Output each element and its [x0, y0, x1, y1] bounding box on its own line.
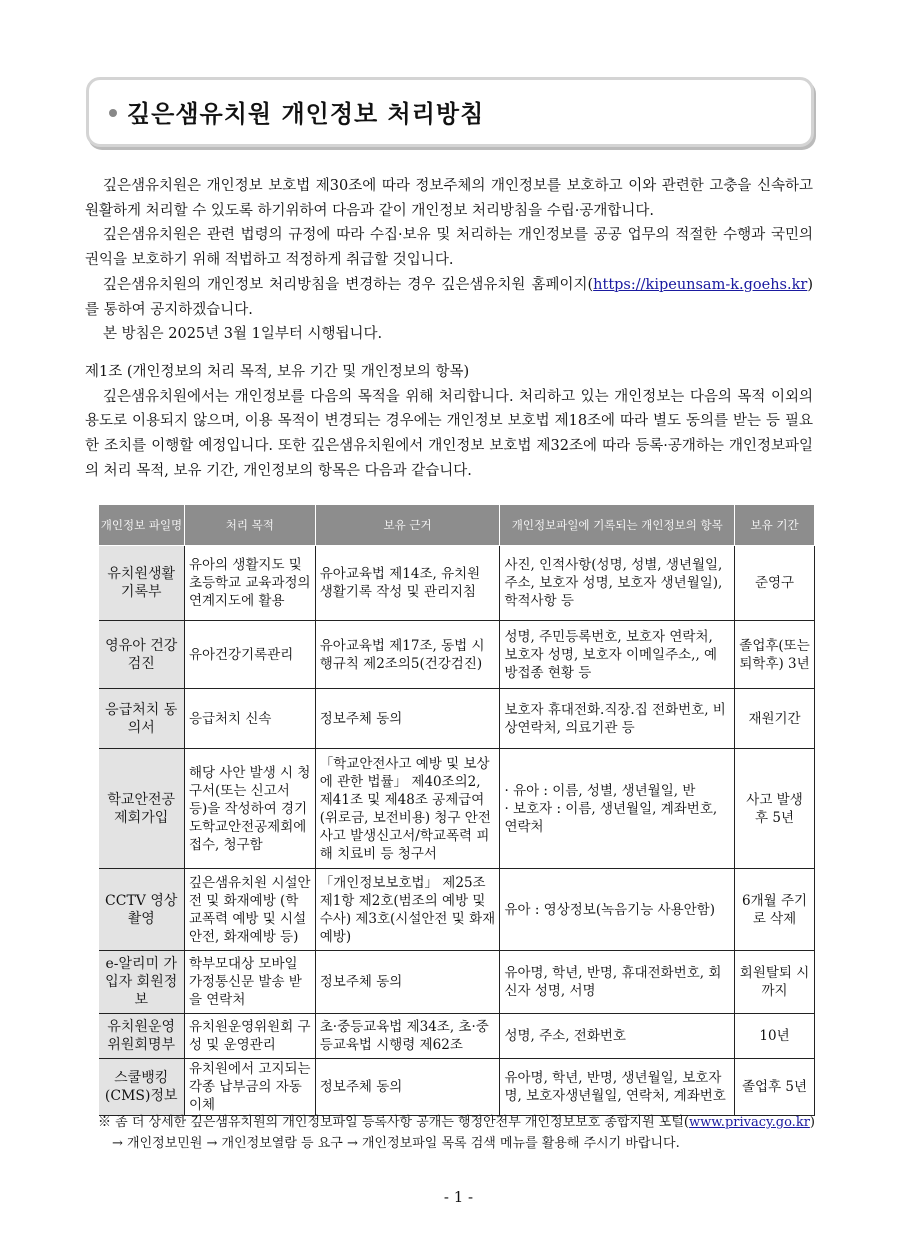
legal-basis-cell: 정보주체 동의	[315, 951, 500, 1014]
footnote-text: ※ 좀 더 상세한 깊은샘유치원의 개인정보파일 등록사항 공개는 행정안전부 개인정보보호 종합지원 포털(	[98, 1115, 689, 1130]
legal-basis-cell: 정보주체 동의	[315, 1059, 500, 1116]
intro-paragraph: 깊은샘유치원은 관련 법령의 규정에 따라 수집·보유 및 처리하는 개인정보를 공공 업무의 적절한 수행과 국민의 권익을 보호하기 위해 적법하고 적정하게 취급할 것입니다.	[85, 227, 813, 269]
purpose-cell: 해당 사안 발생 시 청구서(또는 신고서 등)을 작성하여 경기도학교안전공제회에 접수, 청구함	[184, 749, 315, 869]
retention-cell: 사고 발생 후 5년	[735, 749, 815, 869]
table-row	[99, 546, 815, 621]
purpose-cell: 유아의 생활지도 및 초등학교 교육과정의 연계지도에 활용	[184, 546, 315, 621]
privacy-portal-link[interactable]: www.privacy.go.kr	[688, 1115, 810, 1130]
file-name-cell: 스쿨뱅킹 (CMS)정보	[99, 1059, 185, 1116]
items-cell: 사진, 인적사항(성명, 성별, 생년월일, 주소, 보호자 성명, 보호자 생년월일), 학적사항 등	[500, 546, 735, 621]
intro-section	[85, 174, 813, 347]
items-cell: 성명, 주소, 전화번호	[500, 1014, 735, 1059]
table-row	[99, 1014, 815, 1059]
items-cell: 보호자 휴대전화.직장.집 전화번호, 비상연락처, 의료기관 등	[500, 689, 735, 749]
retention-cell: 졸업후(또는 퇴학후) 3년	[735, 621, 815, 689]
page-number: - 1 -	[443, 1188, 474, 1206]
file-name-cell: 유치원생활 기록부	[99, 546, 185, 621]
column-header: 처리 목적	[184, 505, 315, 546]
table-row	[99, 621, 815, 689]
footnote-path: → 개인정보민원 → 개인정보열람 등 요구 → 개인정보파일 목록 검색 메뉴를 활용해 주시기 바랍니다.	[112, 1136, 680, 1151]
retention-cell: 졸업후 5년	[735, 1059, 815, 1116]
page-title: 깊은샘유치원 개인정보 처리방침	[127, 99, 485, 128]
column-header: 개인정보 파일명	[99, 505, 185, 546]
items-cell: 유아명, 학년, 반명, 생년월일, 보호자명, 보호자생년월일, 연락처, 계좌번호	[500, 1059, 735, 1116]
purpose-cell: 유치원운영위원회 구성 및 운영관리	[184, 1014, 315, 1059]
effective-date: 본 방침은 2025년 3월 1일부터 시행됩니다.	[103, 326, 383, 343]
legal-basis-cell: 초·중등교육법 제34조, 초·중등교육법 시행령 제62조	[315, 1014, 500, 1059]
homepage-paragraph	[85, 273, 813, 322]
file-name-cell: CCTV 영상촬영	[99, 869, 185, 951]
retention-cell: 회원탈퇴 시까지	[735, 951, 815, 1014]
retention-cell: 6개월 주기로 삭제	[735, 869, 815, 951]
table-row	[99, 869, 815, 951]
intro-paragraph: 깊은샘유치원은 개인정보 보호법 제30조에 따라 정보주체의 개인정보를 보호하고 이와 관련한 고충을 신속하고 원활하게 처리할 수 있도록 하기위하여 다음과 같이 개인정보 처리방침을 수립·공개합니다.	[85, 178, 813, 219]
column-header: 보유 기간	[735, 505, 815, 546]
items-cell: 성명, 주민등록번호, 보호자 연락처, 보호자 성명, 보호자 이메일주소,, 예방접종 현황 등	[500, 621, 735, 689]
purpose-cell: 학부모대상 모바일 가정통신문 발송 받을 연락처	[184, 951, 315, 1014]
table-row	[99, 689, 815, 749]
retention-cell: 재원기간	[735, 689, 815, 749]
homepage-text-after: ) 를 통하여 공지하겠습니다.	[85, 276, 813, 318]
items-cell: 유아 : 영상정보(녹음기능 사용안함)	[500, 869, 735, 951]
legal-basis-cell: 유아교육법 제17조, 동법 시행규칙 제2조의5(건강검진)	[315, 621, 500, 689]
retention-cell: 10년	[735, 1014, 815, 1059]
items-cell: · 유아 : 이름, 성별, 생년월일, 반 · 보호자 : 이름, 생년월일, 계좌번호, 연락처	[500, 749, 735, 869]
purpose-cell: 유아건강기록관리	[184, 621, 315, 689]
footnote	[98, 1112, 818, 1154]
article-1	[85, 360, 813, 484]
retention-cell: 준영구	[735, 546, 815, 621]
homepage-link[interactable]: https://kipeunsam-k.goehs.kr	[593, 276, 808, 293]
purpose-cell: 깊은샘유치원 시설안전 및 화재예방 (학교폭력 예방 및 시설안전, 화재예방 등)	[184, 869, 315, 951]
bullet-icon	[109, 109, 117, 117]
column-header: 보유 근거	[315, 505, 500, 546]
legal-basis-cell: 「학교안전사고 예방 및 보상에 관한 법률」 제40조의2, 제41조 및 제48조 공제급여(위로금, 보전비용) 청구 안전사고 발생신고서/학교폭력 피해 치료비 등 청구서	[315, 749, 500, 869]
personal-info-table	[98, 505, 815, 1116]
file-name-cell: e-알리미 가입자 회원정보	[99, 951, 185, 1014]
article-heading: 제1조 (개인정보의 처리 목적, 보유 기간 및 개인정보의 항목)	[85, 364, 470, 380]
title-box	[86, 77, 814, 147]
article-text: 깊은샘유치원에서는 개인정보를 다음의 목적을 위해 처리합니다. 처리하고 있는 개인정보는 다음의 목적 이외의 용도로 이용되지 않으며, 이용 목적이 변경되는 경우에는 개인정보 보호법 제18조에 따라 별도 동의를 받는 등 필요한 조치를 이행할 예정입니다. 또한 깊은샘유치원에서 개인정보 보호법 제32조에 따라 등록·공개하는 개인정보파일의 처리 목적, 보유 기간, 개인정보의 항목은 다음과 같습니다.	[85, 388, 813, 479]
items-cell: 유아명, 학년, 반명, 휴대전화번호, 회신자 성명, 서명	[500, 951, 735, 1014]
file-name-cell: 유치원운영 위원회명부	[99, 1014, 185, 1059]
column-header: 개인정보파일에 기록되는 개인정보의 항목	[500, 505, 735, 546]
table-row	[99, 951, 815, 1014]
legal-basis-cell: 「개인정보보호법」 제25조 제1항 제2호(범조의 예방 및 수사) 제3호(시설안전 및 화재예방)	[315, 869, 500, 951]
purpose-cell: 유치원에서 고지되는 각종 납부금의 자동이체	[184, 1059, 315, 1116]
table-row	[99, 1059, 815, 1116]
file-name-cell: 학교안전공 제회가입	[99, 749, 185, 869]
homepage-text: 깊은샘유치원의 개인정보 처리방침을 변경하는 경우 깊은샘유치원 홈페이지(	[103, 276, 594, 293]
legal-basis-cell: 유아교육법 제14조, 유치원 생활기록 작성 및 관리지침	[315, 546, 500, 621]
table-row	[99, 749, 815, 869]
file-name-cell: 응급처치 동의서	[99, 689, 185, 749]
file-name-cell: 영유아 건강검진	[99, 621, 185, 689]
footnote-close: )	[809, 1115, 815, 1130]
purpose-cell: 응급처치 신속	[184, 689, 315, 749]
legal-basis-cell: 정보주체 동의	[315, 689, 500, 749]
